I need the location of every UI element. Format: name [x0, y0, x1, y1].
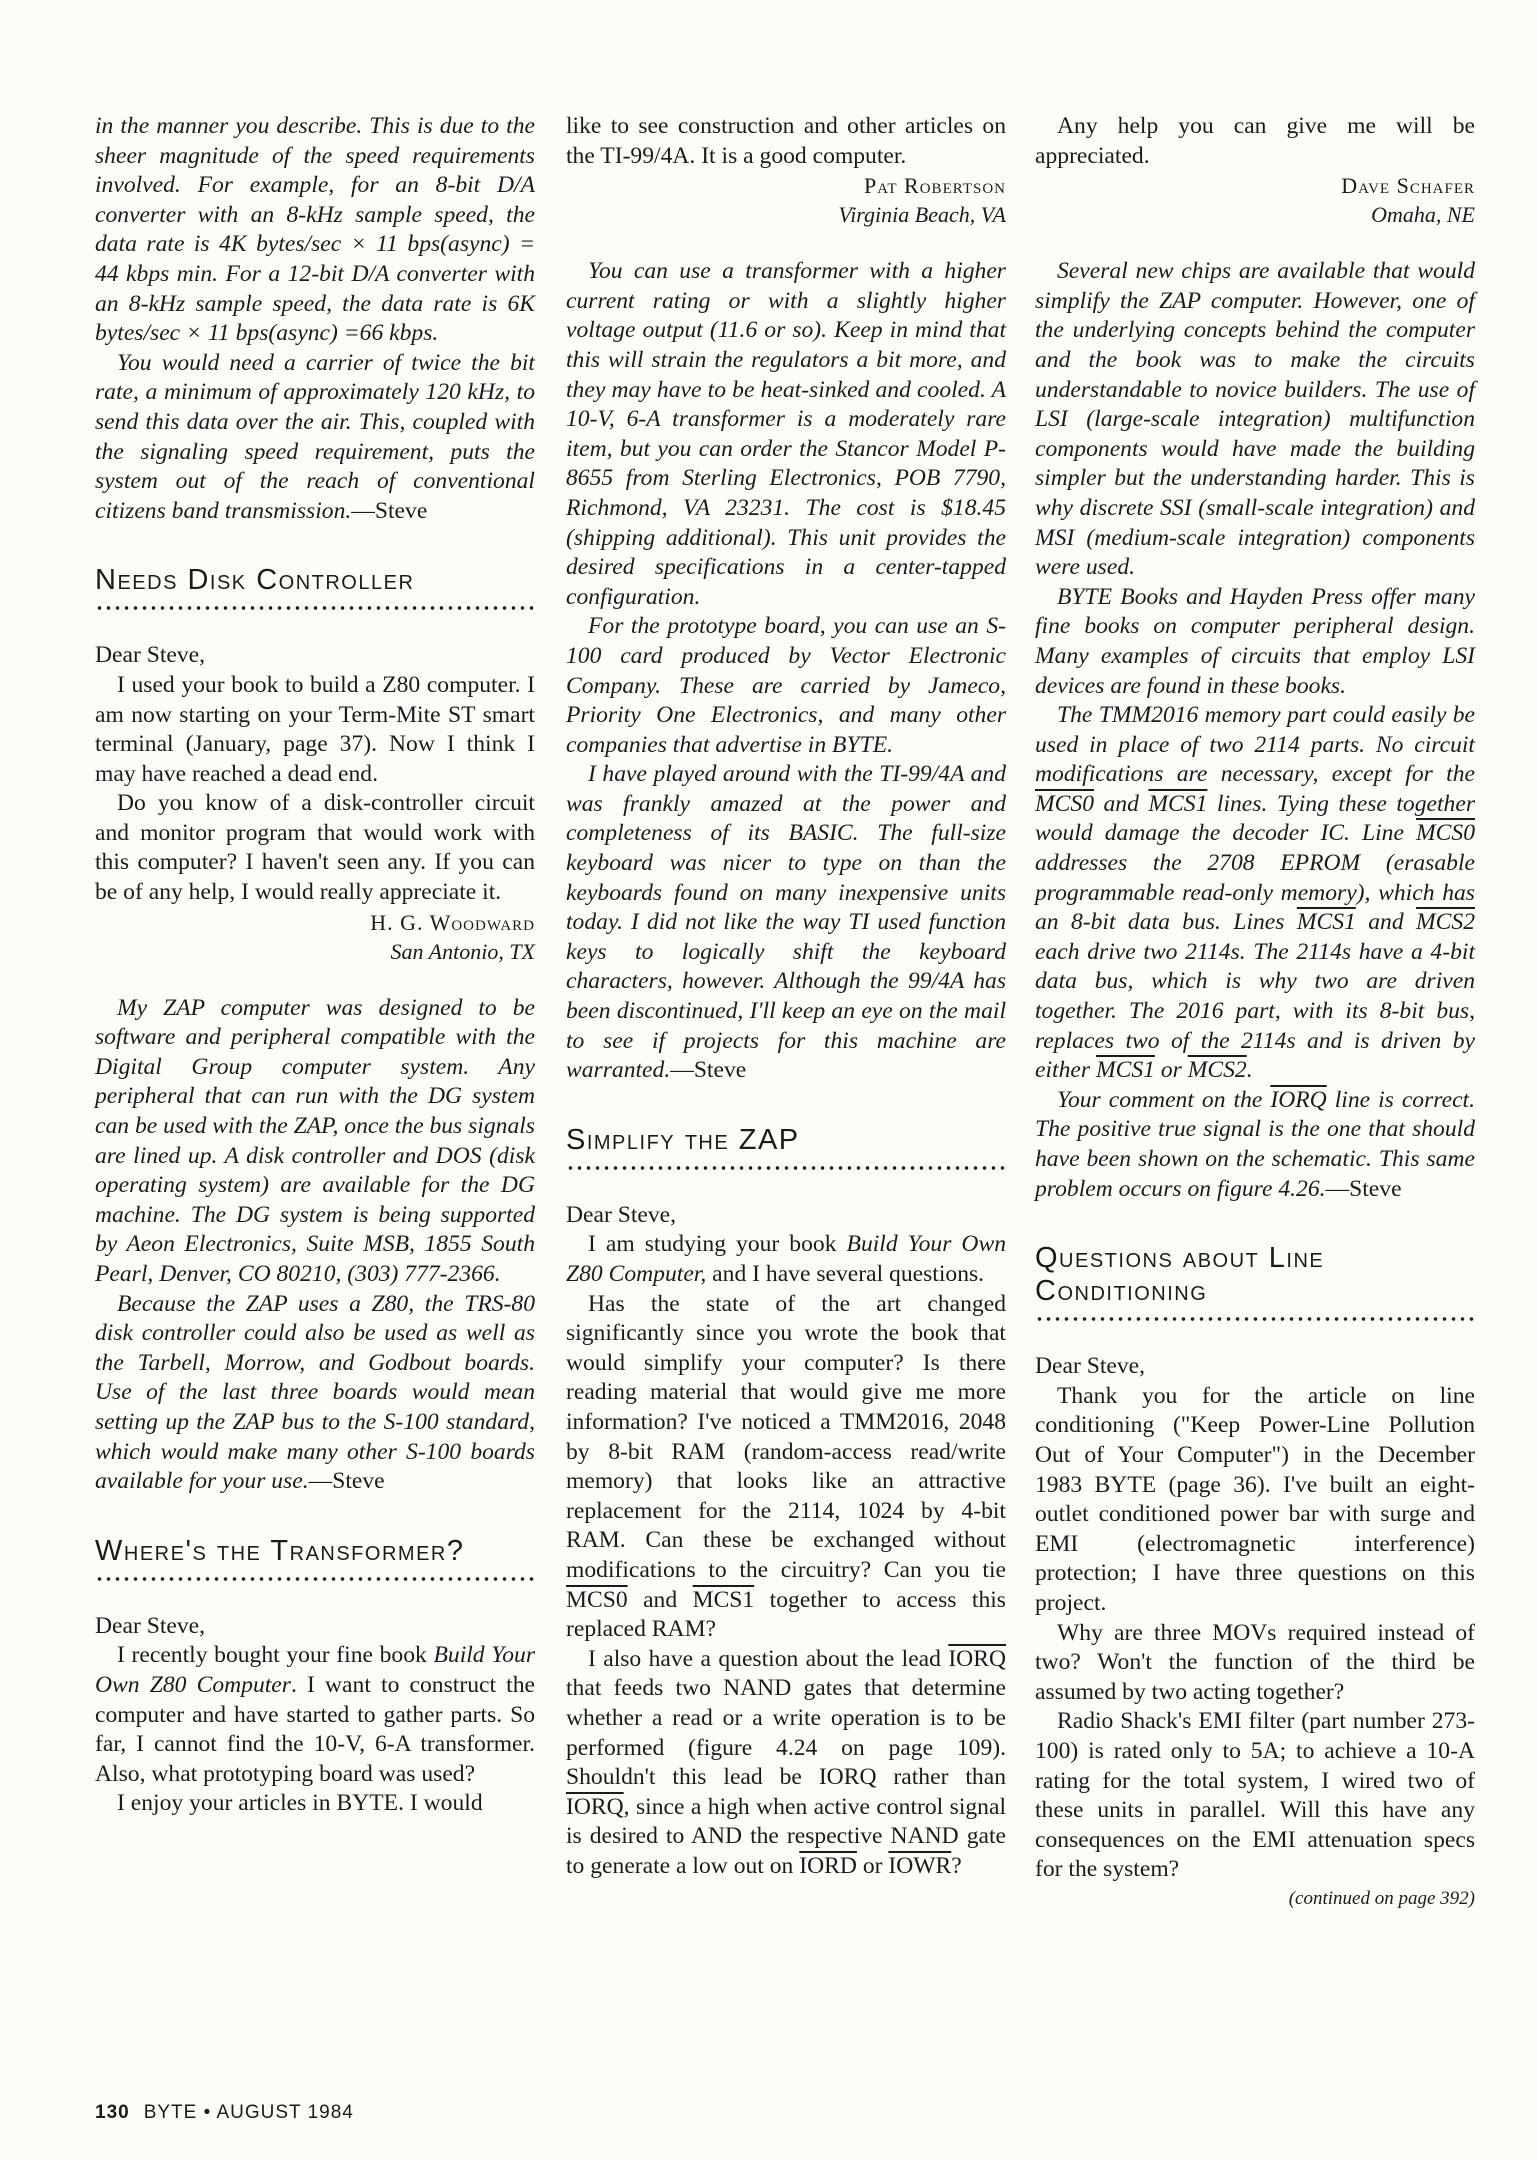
- signal-name: IORD: [799, 1852, 857, 1879]
- letter-signature: [95, 908, 535, 966]
- reply-text: Because the ZAP uses a Z80, the TRS-80 disk controller could also be used as well as the Tarbell, Morrow, and Godbout boards. Use of the last three boards would mean setting up the ZAP bus to the S-100 standard, which would make many other S-100 boards available for your use.: [95, 1290, 535, 1495]
- reply-paragraph: You can use a transformer with a higher current rating or with a slightly higher voltage output (11.6 or so). Keep in mind that this will strain the regulators a bit more, and they may have to be heat-sinked and cooled. A 10-V, 6-A transformer is a moderately rare item, but you can order the Stancor Model P-8655 from Sterling Electronics, POB 7790, Richmond, VA 23231. The cost is $18.45 (shipping additional). This unit provides the desired specifications in a center-tapped configuration.: [566, 258, 1006, 610]
- signal-name: MCS1: [1296, 909, 1356, 936]
- letter-text: . I want to construct the computer and have started to gather parts. So far, I cannot find the 10-V, 6-A transformer. Also, what prototyping board was used?: [95, 1671, 535, 1787]
- page-footer: [95, 2102, 354, 2124]
- reply-text: and: [1355, 909, 1417, 936]
- letter-text: I also have a question about the lead: [588, 1645, 949, 1672]
- section-heading: [566, 1124, 1006, 1171]
- reply-paragraph: [95, 349, 535, 527]
- reply-paragraph: For the prototype board, you can use an S-100 card produced by Vector Electronic Company. These are carried by Jameco, Priority One Electronics, and many other companies that advertise in BYTE.: [566, 613, 1006, 758]
- reply-text: lines. Tying these together would damage the decoder IC. Line: [1035, 790, 1475, 847]
- reply-paragraph: [1035, 1086, 1475, 1204]
- letter-text: and: [627, 1586, 693, 1613]
- signal-name: MCS1: [692, 1586, 755, 1613]
- reply-text: Your comment on the: [1057, 1086, 1271, 1113]
- reply-text: line is correct. The positive true signal is the one that should have been shown on the schematic. This same problem occurs on figure 4.26.: [1035, 1086, 1475, 1202]
- letter-paragraph: I enjoy your articles in BYTE. I would: [117, 1790, 483, 1817]
- section-heading: [1035, 1242, 1475, 1322]
- signal-name: MCS2: [1416, 909, 1475, 936]
- letter-paragraph: Thank you for the article on line conditioning ("Keep Power-Line Pollution Out of Your Computer") in the December 1983 BYTE (page 36). I've built an eight-outlet conditioned power bar with surge and EMI (electromagnetic interference) protection; I have three questions on this project.: [1035, 1382, 1475, 1616]
- letter-paragraph: Do you know of a disk-controller circuit and monitor program that would work with this computer? I haven't seen any. If you can be of any help, I would really appreciate it.: [95, 790, 535, 906]
- letter-text: , since a high when active control signal is desired to AND the respective NAND gate to generate a low out on: [566, 1793, 1006, 1879]
- signal-name: MCS2: [1187, 1057, 1247, 1084]
- letter-text: together to access this replaced RAM?: [566, 1586, 1006, 1643]
- heading-title: Needs Disk Controller: [95, 564, 415, 597]
- reply-text: You would need a carrier of twice the bit rate, a minimum of approximately 120 kHz, to send this data over the air. This, coupled with the signaling speed requirement, puts the system out of the reach of conventional citizens band transmission.: [95, 349, 535, 524]
- letter-paragraph: Any help you can give me will be appreciated.: [1035, 113, 1475, 169]
- section-heading: [95, 1535, 535, 1582]
- continued-note: (continued on page 392): [1288, 1887, 1475, 1909]
- reply-text: or: [1154, 1057, 1188, 1084]
- signal-name: MCS0: [1416, 820, 1475, 847]
- salutation: Dear Steve,: [95, 642, 206, 669]
- page-number: 130: [95, 2102, 130, 2123]
- reply-signoff: —Steve: [308, 1468, 385, 1495]
- salutation: Dear Steve,: [566, 1201, 677, 1228]
- salutation: Dear Steve,: [1035, 1353, 1146, 1380]
- signature-name: Pat Robertson: [863, 173, 1006, 199]
- signal-name: IORQ: [1270, 1086, 1327, 1113]
- reply-paragraph: BYTE Books and Hayden Press offer many fine books on computer peripheral design. Many examples of circuits that employ LSI devices are found in these books.: [1035, 583, 1475, 699]
- letter-paragraph: I used your book to build a Z80 computer. I am now starting on your Term-Mite ST smart terminal (January, page 37). Now I think I may have reached a dead end.: [95, 671, 535, 787]
- signature-name: H. G. Woodward: [370, 909, 535, 935]
- signature-place: Virginia Beach, VA: [838, 202, 1006, 228]
- signature-place: San Antonio, TX: [390, 938, 535, 964]
- salutation: Dear Steve,: [95, 1612, 206, 1639]
- signal-name: MCS1: [1148, 790, 1208, 817]
- reply-signoff: —Steve: [351, 497, 428, 524]
- reply-text: and: [1093, 790, 1149, 817]
- letter-text: and I have several questions.: [706, 1261, 985, 1287]
- signature-place: Omaha, NE: [1371, 202, 1475, 228]
- signal-name: MCS0: [566, 1586, 628, 1613]
- letter-paragraph: Radio Shack's EMI filter (part number 273-100) is rated only to 5A; to achieve a 10-A rating for the total system, I wired two of these units in parallel. Will this have any consequences on the EMI attenuation specs for the system?: [1035, 1708, 1475, 1883]
- reply-text: .: [1246, 1057, 1253, 1084]
- letter-signature: [566, 171, 1006, 229]
- signal-name: IORQ: [948, 1645, 1006, 1672]
- reply-paragraph: My ZAP computer was designed to be software and peripheral compatible with the Digital Group computer system. Any peripheral that can run with the DG system can be used with the ZAP, once the bus signals are lined up. A disk controller and DOS (disk operating system) are available for the DG machine. The DG system is being supported by Aeon Electronics, Suite MSB, 1855 South Pearl, Denver, CO 80210, (303) 777-2366.: [95, 994, 535, 1287]
- reply-text: The TMM2016 memory part could easily be used in place of two 2114 parts. No circuit modifications are necessary, except for the: [1035, 702, 1475, 788]
- letter-text: Has the state of the art changed significantly since you wrote the book that would simplify your computer? Is there reading material that would give me more information? I've noticed a TMM2016, 2048 by 8-bit RAM (random-access read/write memory) that looks like an attractive replacement for the 2114, 1024 by 4-bit RAM. Can these be exchanged without modifications to the circuitry? Can you tie: [566, 1290, 1006, 1583]
- reply-paragraph: Several new chips are available that would simplify the ZAP computer. However, one of the underlying concepts behind the computer and the book was to make the circuits understandable to novice builders. The use of LSI (large-scale integration) multifunction components would have made the building simpler but the understanding harder. This is why discrete SSI (small-scale integration) and MSI (medium-scale integration) components were used.: [1035, 258, 1475, 581]
- letter-text: I recently bought your fine book: [117, 1642, 434, 1669]
- reply-text: I have played around with the TI-99/4A and was frankly amazed at the power and completeness of its BASIC. The full-size keyboard was nicer to type on than the keyboards found on many inexpensive units today. I did not like the way TI used function keys to logically shift the keyboard characters, however. Although the 99/4A has been discontinued, I'll keep an eye on the mail to see if projects for this machine are warranted.: [566, 761, 1006, 1084]
- letter-text: or: [856, 1852, 889, 1879]
- letter-paragraph: Why are three MOVs required instead of two? Won't the function of the third be assumed by two acting together?: [1035, 1619, 1475, 1705]
- letter-paragraph: [95, 1641, 535, 1789]
- column-2: [566, 112, 1006, 1881]
- letter-paragraph: [566, 1230, 1006, 1289]
- dotted-rule: [95, 1576, 535, 1582]
- letter-signature: [1035, 171, 1475, 229]
- reply-paragraph: [1035, 701, 1475, 1086]
- letter-text: I am studying your book: [588, 1231, 847, 1258]
- signal-name: MCS0: [1035, 790, 1094, 817]
- signal-name: IORQ: [566, 1793, 624, 1820]
- signature-name: Dave Schafer: [1341, 173, 1475, 199]
- reply-text: addresses the 2708 EPROM (erasable programmable read-only memory), which has an 8-bit data bus. Lines: [1035, 850, 1475, 936]
- letter-text: ?: [951, 1852, 962, 1879]
- reply-paragraph: in the manner you describe. This is due to the sheer magnitude of the speed requirements involved. For example, for an 8-bit D/A converter with an 8-kHz sample speed, the data rate is 4K bytes/sec × 11 bps(async) = 44 kbps min. For a 12-bit D/A converter with an 8-kHz sample speed, the data rate is 6K bytes/sec × 11 bps(async) =66 kbps.: [95, 113, 535, 347]
- book-title: Build Your Own Z80 Computer,: [566, 1231, 1007, 1287]
- reply-text: each drive two 2114s. The 2114s have a 4-bit data bus, which is why two are driven together. The 2016 part, with its 8-bit bus, replaces two of the 2114s and is driven by either: [1035, 938, 1475, 1084]
- signal-name: MCS1: [1095, 1057, 1155, 1084]
- letter-paragraph: [566, 1645, 1006, 1882]
- signal-name: IOWR: [888, 1852, 952, 1879]
- column-1: [95, 112, 535, 1819]
- letter-paragraph: [566, 1290, 1006, 1645]
- letter-paragraph: like to see construction and other articles on the TI-99/4A. It is a good computer.: [566, 113, 1006, 169]
- book-title: Build Your Own Z80 Computer: [95, 1642, 535, 1698]
- heading-title: Where's the Transformer?: [95, 1534, 465, 1567]
- dotted-rule: [95, 605, 535, 611]
- heading-title: Simplify the ZAP: [566, 1123, 800, 1156]
- reply-signoff: —Steve: [1325, 1175, 1402, 1202]
- heading-title: Questions about Line Conditioning: [1035, 1242, 1325, 1308]
- reply-paragraph: [566, 760, 1006, 1086]
- reply-signoff: —Steve: [670, 1057, 747, 1084]
- column-3: [1035, 112, 1475, 1913]
- publication-line: BYTE • AUGUST 1984: [143, 2102, 354, 2123]
- dotted-rule: [566, 1165, 1006, 1171]
- section-heading: [95, 564, 535, 611]
- letter-text: that feeds two NAND gates that determine whether a read or a write operation is to be performed (figure 4.24 on page 109). Shouldn't this lead be IORQ rather than: [566, 1675, 1006, 1791]
- reply-paragraph: [95, 1290, 535, 1497]
- dotted-rule: [1035, 1316, 1475, 1322]
